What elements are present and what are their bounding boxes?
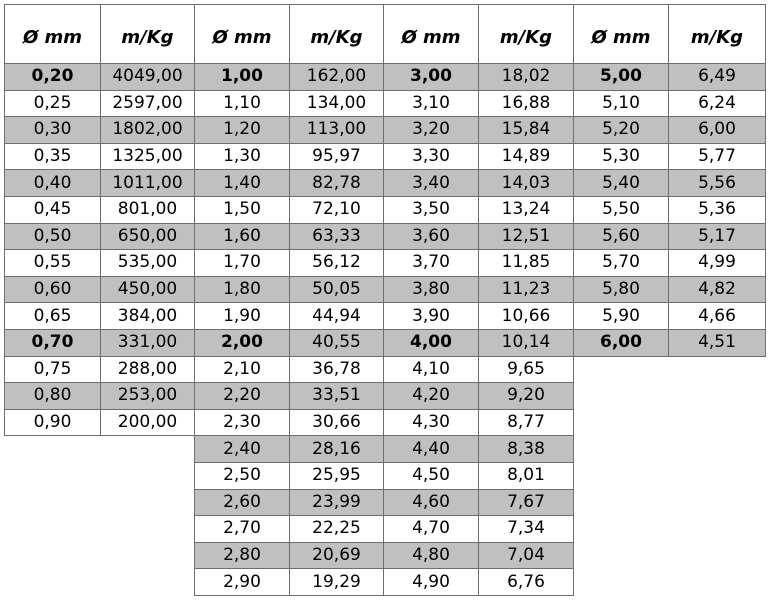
diameter-cell: 4,50 — [384, 462, 479, 489]
meters-per-kg-cell: 11,23 — [479, 276, 574, 303]
meters-per-kg-cell: 1325,00 — [101, 143, 195, 170]
diameter-cell: 1,70 — [195, 250, 290, 277]
empty-cell — [574, 356, 669, 383]
header-row — [5, 5, 766, 64]
header-meters-per-kg: m/Kg — [479, 5, 574, 64]
meters-per-kg-cell: 6,00 — [669, 117, 766, 144]
empty-cell — [5, 489, 101, 516]
meters-per-kg-cell: 4,82 — [669, 276, 766, 303]
diameter-cell: 1,40 — [195, 170, 290, 197]
diameter-cell: 3,10 — [384, 90, 479, 117]
diameter-cell: 4,70 — [384, 516, 479, 543]
table-body — [5, 64, 766, 596]
diameter-cell: 0,20 — [5, 64, 101, 91]
table-row — [5, 276, 766, 303]
empty-cell — [669, 409, 766, 436]
meters-per-kg-cell: 113,00 — [290, 117, 384, 144]
diameter-cell: 2,20 — [195, 383, 290, 410]
meters-per-kg-cell: 18,02 — [479, 64, 574, 91]
diameter-cell: 0,60 — [5, 276, 101, 303]
diameter-cell: 2,60 — [195, 489, 290, 516]
diameter-cell: 4,30 — [384, 409, 479, 436]
header-diameter: Ø mm — [384, 5, 479, 64]
empty-cell — [669, 356, 766, 383]
meters-per-kg-cell: 4049,00 — [101, 64, 195, 91]
diameter-cell: 5,70 — [574, 250, 669, 277]
header-meters-per-kg: m/Kg — [290, 5, 384, 64]
diameter-cell: 1,90 — [195, 303, 290, 330]
meters-per-kg-cell: 450,00 — [101, 276, 195, 303]
diameter-cell: 1,50 — [195, 196, 290, 223]
meters-per-kg-cell: 5,56 — [669, 170, 766, 197]
table-row — [5, 303, 766, 330]
meters-per-kg-cell: 9,65 — [479, 356, 574, 383]
diameter-cell: 2,10 — [195, 356, 290, 383]
meters-per-kg-cell: 12,51 — [479, 223, 574, 250]
diameter-cell: 1,30 — [195, 143, 290, 170]
meters-per-kg-cell: 5,17 — [669, 223, 766, 250]
table-row — [5, 383, 766, 410]
meters-per-kg-cell: 5,77 — [669, 143, 766, 170]
diameter-cell: 2,50 — [195, 462, 290, 489]
meters-per-kg-cell: 2597,00 — [101, 90, 195, 117]
diameter-cell: 5,40 — [574, 170, 669, 197]
meters-per-kg-cell: 40,55 — [290, 329, 384, 356]
diameter-cell: 1,80 — [195, 276, 290, 303]
meters-per-kg-cell: 4,51 — [669, 329, 766, 356]
table-row — [5, 436, 766, 463]
empty-cell — [101, 542, 195, 569]
diameter-cell: 0,75 — [5, 356, 101, 383]
meters-per-kg-cell: 1802,00 — [101, 117, 195, 144]
diameter-cell: 5,80 — [574, 276, 669, 303]
meters-per-kg-cell: 162,00 — [290, 64, 384, 91]
diameter-cell: 4,20 — [384, 383, 479, 410]
diameter-cell: 3,50 — [384, 196, 479, 223]
meters-per-kg-cell: 63,33 — [290, 223, 384, 250]
meters-per-kg-cell: 20,69 — [290, 542, 384, 569]
empty-cell — [574, 542, 669, 569]
meters-per-kg-cell: 134,00 — [290, 90, 384, 117]
diameter-cell: 1,60 — [195, 223, 290, 250]
diameter-cell: 3,30 — [384, 143, 479, 170]
meters-per-kg-cell: 7,67 — [479, 489, 574, 516]
diameter-cell: 0,70 — [5, 329, 101, 356]
meters-per-kg-cell: 650,00 — [101, 223, 195, 250]
empty-cell — [101, 569, 195, 596]
empty-cell — [101, 516, 195, 543]
diameter-cell: 1,20 — [195, 117, 290, 144]
diameter-cell: 5,90 — [574, 303, 669, 330]
meters-per-kg-cell: 6,49 — [669, 64, 766, 91]
empty-cell — [574, 489, 669, 516]
meters-per-kg-cell: 15,84 — [479, 117, 574, 144]
header-diameter: Ø mm — [195, 5, 290, 64]
empty-cell — [669, 569, 766, 596]
diameter-cell: 4,60 — [384, 489, 479, 516]
empty-cell — [101, 489, 195, 516]
empty-cell — [669, 383, 766, 410]
table-row — [5, 542, 766, 569]
meters-per-kg-cell: 56,12 — [290, 250, 384, 277]
meters-per-kg-cell: 23,99 — [290, 489, 384, 516]
diameter-cell: 5,60 — [574, 223, 669, 250]
diameter-cell: 5,30 — [574, 143, 669, 170]
diameter-cell: 3,60 — [384, 223, 479, 250]
empty-cell — [5, 516, 101, 543]
diameter-cell: 3,90 — [384, 303, 479, 330]
diameter-cell: 3,80 — [384, 276, 479, 303]
table-row — [5, 90, 766, 117]
header-diameter: Ø mm — [5, 5, 101, 64]
meters-per-kg-cell: 7,04 — [479, 542, 574, 569]
diameter-cell: 0,80 — [5, 383, 101, 410]
table-row — [5, 356, 766, 383]
table-row — [5, 569, 766, 596]
diameter-cell: 0,55 — [5, 250, 101, 277]
table-row — [5, 223, 766, 250]
diameter-cell: 2,00 — [195, 329, 290, 356]
diameter-cell: 2,90 — [195, 569, 290, 596]
diameter-cell: 5,00 — [574, 64, 669, 91]
empty-cell — [574, 569, 669, 596]
diameter-cell: 2,80 — [195, 542, 290, 569]
meters-per-kg-cell: 14,03 — [479, 170, 574, 197]
empty-cell — [5, 436, 101, 463]
diameter-cell: 4,90 — [384, 569, 479, 596]
meters-per-kg-cell: 9,20 — [479, 383, 574, 410]
meters-per-kg-cell: 16,88 — [479, 90, 574, 117]
diameter-cell: 0,90 — [5, 409, 101, 436]
diameter-cell: 5,50 — [574, 196, 669, 223]
diameter-cell: 3,00 — [384, 64, 479, 91]
meters-per-kg-cell: 33,51 — [290, 383, 384, 410]
meters-per-kg-cell: 4,66 — [669, 303, 766, 330]
meters-per-kg-cell: 8,38 — [479, 436, 574, 463]
table-row — [5, 170, 766, 197]
empty-cell — [101, 462, 195, 489]
meters-per-kg-cell: 10,66 — [479, 303, 574, 330]
empty-cell — [574, 436, 669, 463]
meters-per-kg-cell: 22,25 — [290, 516, 384, 543]
diameter-cell: 0,50 — [5, 223, 101, 250]
diameter-cell: 2,30 — [195, 409, 290, 436]
diameter-cell: 1,10 — [195, 90, 290, 117]
table-row — [5, 250, 766, 277]
meters-per-kg-cell: 535,00 — [101, 250, 195, 277]
meters-per-kg-cell: 10,14 — [479, 329, 574, 356]
diameter-cell: 0,45 — [5, 196, 101, 223]
empty-cell — [5, 462, 101, 489]
meters-per-kg-cell: 200,00 — [101, 409, 195, 436]
meters-per-kg-cell: 4,99 — [669, 250, 766, 277]
meters-per-kg-cell: 19,29 — [290, 569, 384, 596]
header-meters-per-kg: m/Kg — [669, 5, 766, 64]
meters-per-kg-cell: 82,78 — [290, 170, 384, 197]
table-row — [5, 196, 766, 223]
meters-per-kg-cell: 30,66 — [290, 409, 384, 436]
diameter-cell: 3,40 — [384, 170, 479, 197]
meters-per-kg-cell: 11,85 — [479, 250, 574, 277]
diameter-cell: 4,40 — [384, 436, 479, 463]
meters-per-kg-cell: 8,01 — [479, 462, 574, 489]
meters-per-kg-cell: 1011,00 — [101, 170, 195, 197]
meters-per-kg-cell: 288,00 — [101, 356, 195, 383]
meters-per-kg-cell: 253,00 — [101, 383, 195, 410]
diameter-cell: 1,00 — [195, 64, 290, 91]
empty-cell — [5, 569, 101, 596]
diameter-cell: 3,70 — [384, 250, 479, 277]
table-row — [5, 143, 766, 170]
empty-cell — [669, 462, 766, 489]
meters-per-kg-cell: 25,95 — [290, 462, 384, 489]
meters-per-kg-cell: 8,77 — [479, 409, 574, 436]
table-row — [5, 489, 766, 516]
diameter-cell: 0,25 — [5, 90, 101, 117]
empty-cell — [669, 516, 766, 543]
meters-per-kg-cell: 95,97 — [290, 143, 384, 170]
diameter-cell: 4,00 — [384, 329, 479, 356]
diameter-cell: 0,30 — [5, 117, 101, 144]
empty-cell — [669, 489, 766, 516]
meters-per-kg-cell: 36,78 — [290, 356, 384, 383]
meters-per-kg-cell: 14,89 — [479, 143, 574, 170]
table-row — [5, 409, 766, 436]
table-row — [5, 516, 766, 543]
meters-per-kg-cell: 28,16 — [290, 436, 384, 463]
empty-cell — [574, 462, 669, 489]
diameter-cell: 0,35 — [5, 143, 101, 170]
meters-per-kg-cell: 6,76 — [479, 569, 574, 596]
table-row — [5, 64, 766, 91]
meters-per-kg-cell: 801,00 — [101, 196, 195, 223]
diameter-cell: 2,70 — [195, 516, 290, 543]
empty-cell — [574, 409, 669, 436]
empty-cell — [669, 542, 766, 569]
meters-per-kg-cell: 331,00 — [101, 329, 195, 356]
empty-cell — [574, 516, 669, 543]
meters-per-kg-cell: 5,36 — [669, 196, 766, 223]
diameter-cell: 3,20 — [384, 117, 479, 144]
table-header — [5, 5, 766, 64]
table-row — [5, 329, 766, 356]
diameter-cell: 5,10 — [574, 90, 669, 117]
empty-cell — [574, 383, 669, 410]
diameter-cell: 0,65 — [5, 303, 101, 330]
diameter-cell: 5,20 — [574, 117, 669, 144]
meters-per-kg-cell: 72,10 — [290, 196, 384, 223]
table-row — [5, 117, 766, 144]
meters-per-kg-cell: 44,94 — [290, 303, 384, 330]
diameter-cell: 4,80 — [384, 542, 479, 569]
diameter-cell: 2,40 — [195, 436, 290, 463]
header-meters-per-kg: m/Kg — [101, 5, 195, 64]
meters-per-kg-cell: 384,00 — [101, 303, 195, 330]
empty-cell — [101, 436, 195, 463]
empty-cell — [5, 542, 101, 569]
diameter-cell: 6,00 — [574, 329, 669, 356]
header-diameter: Ø mm — [574, 5, 669, 64]
wire-weight-table — [4, 4, 766, 596]
meters-per-kg-cell: 50,05 — [290, 276, 384, 303]
diameter-cell: 0,40 — [5, 170, 101, 197]
meters-per-kg-cell: 13,24 — [479, 196, 574, 223]
table-row — [5, 462, 766, 489]
meters-per-kg-cell: 6,24 — [669, 90, 766, 117]
diameter-cell: 4,10 — [384, 356, 479, 383]
meters-per-kg-cell: 7,34 — [479, 516, 574, 543]
empty-cell — [669, 436, 766, 463]
